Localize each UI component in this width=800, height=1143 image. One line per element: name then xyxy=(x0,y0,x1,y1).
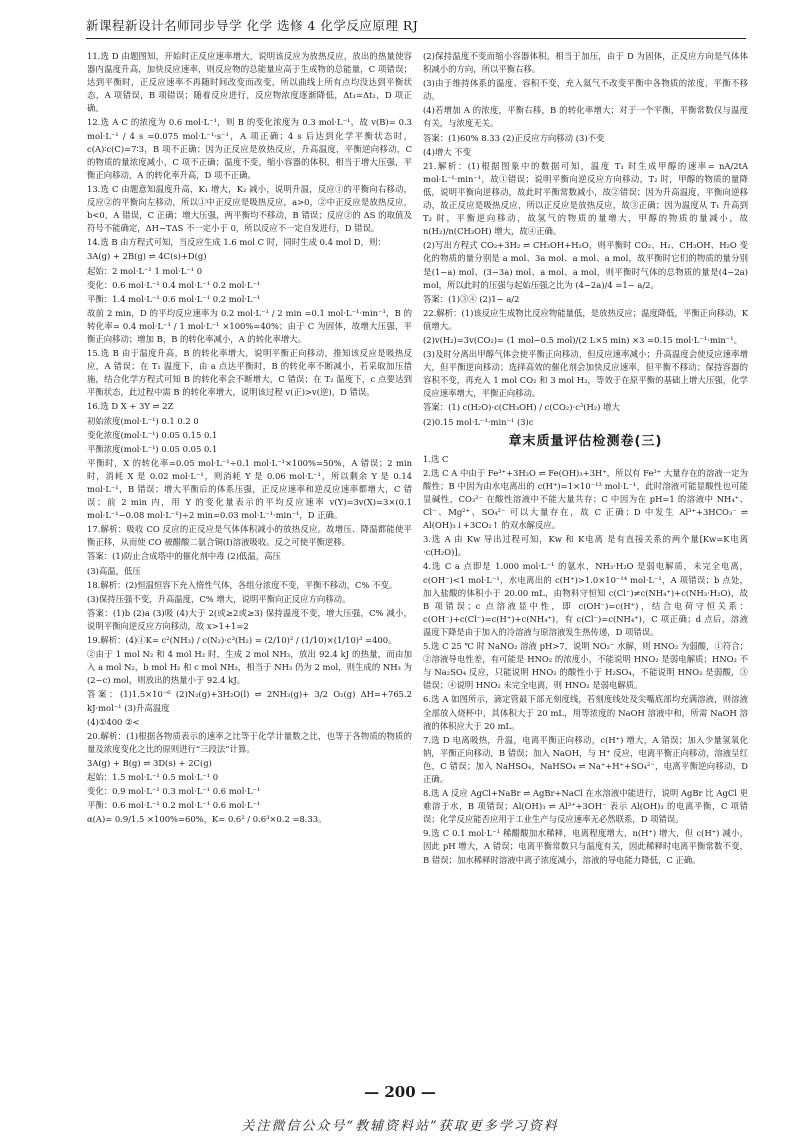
paragraph: 20.解析：(1)根据各物质表示的速率之比等于化学计量数之比，也等于各物质的物质的量及浓度变化之比的原则进行“三段法”计算。 xyxy=(87,730,412,754)
paragraph: ②由于 1 mol N₂ 和 4 mol H₂ 时，生成 2 mol NH₃，放出 92.4 kJ 的热量，而由加入 a mol N₂，b mol H₂ 和 c mol NH₃，相当于 NH₃ 仍为 2 mol，则生成的 NH₃ 为(2−c) mol，则放出的热量小于 92.4 kJ。 xyxy=(87,649,412,686)
equation-line: 3A(g) + B(g) ⇌ 3D(s) + 2C(g) xyxy=(87,757,212,768)
answer-line: (3)高温，低压 xyxy=(87,565,141,576)
equation-line: 3A(g) + 2B(g) ⇌ 4C(s)+D(g) xyxy=(87,251,207,262)
paragraph: 平衡时，X 的转化率=0.05 mol·L⁻¹÷0.1 mol·L⁻¹×100%=50%，A 错误；2 min 时，消耗 X 是 0.02 mol·L⁻¹，则消耗 Y 是 0.06 mol·L⁻¹，所以剩余 Y 是 0.14 mol·L⁻¹，B 错误；增大平衡后的体系压强，正反应速率和逆反应速率都增大，C 错误；前 2 min 内，用 Y 的变化量表示的平均反应速率 v(Y)=3v(X)=3×(0.1 mol·L⁻¹−0.08 mol·L⁻¹)÷2 min=0.03 mol·L⁻¹·min⁻¹，D 正确。 xyxy=(87,457,412,521)
paragraph: (2)写出方程式 CO₂+3H₂ ⇌ CH₃OH+H₂O，则平衡时 CO₂、H₂、CH₃OH、H₂O 变化的物质的量分别是 a mol、3a mol、a mol、a mol，故平衡时它们的物质的量分别是(1−a) mol、(3−3a) mol、a mol、a mol，则平衡时气体的总物质的量是(4−2a) mol，所以此时的压强与起始压强之比为 (4−2a)/4 =1− a/2。 xyxy=(423,240,748,290)
paragraph: 8.选 A 反应 AgCl+NaBr ⇌ AgBr+NaCl 在水溶液中能进行，说明 AgBr 比 AgCl 更难溶于水，B 项错误；Al(OH)₃ ⇌ Al³⁺+3OH⁻ 表示 Al(OH)₃ 的电离平衡，C 项错误；化学反应能否应用于工业生产与反应速率无必然联系，D 项错误。 xyxy=(423,788,748,825)
equation-line: 起始：2 mol·L⁻¹ 1 mol·L⁻¹ 0 xyxy=(87,265,203,276)
answer-line: (4)①400 ②< xyxy=(87,716,140,727)
answer-line: 答案：(1) c(H₂O)·c(CH₃OH) / c(CO₂)·c³(H₂) 增大 xyxy=(423,402,620,413)
paragraph: 2.选 C A 中由于 Fe³⁺+3H₂O ⇌ Fe(OH)₃+3H⁺，所以有 Fe³⁺ 大量存在的溶液一定为酸性；B 中因为由水电离出的 c(H⁺)=1×10⁻¹³ mol·L⁻¹，此时溶液可能显酸性也可能显碱性，CO₃²⁻ 在酸性溶液中不能大量共存；C 中因为在 pH=1 的溶液中 NH₄⁺、Cl⁻、Mg²⁺、SO₄²⁻ 可以大量存在，故 C 正确；D 中发生 Al³⁺+3HCO₃⁻ ⇌ Al(OH)₃↓+3CO₂↑ 的双水解反应。 xyxy=(423,467,748,531)
answer-line: 答案：(1)b (2)a (3)吸 (4)大于 2(或≥2或≥3) 保持温度不变，增大压强，C% 减小，说明平衡向逆反应方向移动，故 x>1+1=2 xyxy=(87,607,412,631)
equation-line: 平衡：1.4 mol·L⁻¹ 0.6 mol·L⁻¹ 0.2 mol·L⁻¹ xyxy=(87,293,261,304)
equation-line: 变化：0.6 mol·L⁻¹ 0.4 mol·L⁻¹ 0.2 mol·L⁻¹ xyxy=(87,279,261,290)
answer-line: 答案：(1)③④ (2)1− a/2 xyxy=(423,293,520,304)
running-header: 新课程新设计名师同步导学 化学 选修 4 化学反应原理 RJ xyxy=(86,16,746,39)
paragraph: 19.解析：(4)①K= c²(NH₃) / c(N₂)·c³(H₂) = (2/10)² / (1/10)×(1/10)³ =400。 xyxy=(87,635,397,646)
paragraph: 22.解析：(1)该反应生成物比反应物能量低，是放热反应；温度降低，平衡正向移动，K 值增大。 xyxy=(423,307,748,331)
paragraph: 4.选 C a 点即是 1.000 mol·L⁻¹ 的氨水，NH₃·H₂O 是弱电解质，未完全电离，c(OH⁻)<1 mol·L⁻¹，水电离出的 c(H⁺)>1.0×10⁻¹⁴ mol·L⁻¹，A 项错误；b 点处，加入盐酸的体积小于 20.00 mL，由物料守恒知 c(Cl⁻)≠c(NH₄⁺)+c(NH₃·H₂O)，故 B 项错误；c 点溶液显中性，即 c(OH⁻)=c(H⁺)，结合电荷守恒关系：c(OH⁻)+c(Cl⁻)=c(H⁺)+c(NH₄⁺)，有 c(Cl⁻)=c(NH₄⁺)，C 项正确；d 点后，溶液温度下降是由于加入的冷溶液与原溶液发生热传递，D 项错误。 xyxy=(423,561,748,637)
equation-line: 变化浓度(mol·L⁻¹) 0.05 0.15 0.1 xyxy=(87,429,218,440)
equation-line: α(A)= 0.9/1.5 ×100%=60%，K= 0.6² / 0.6³×0.2 =8.33。 xyxy=(87,814,327,825)
paragraph: (4)若增加 A 的浓度，平衡右移，B 的转化率增大；对于一个平衡，平衡常数仅与温度有关，与浓度无关。 xyxy=(423,105,748,129)
equation-line: 平衡浓度(mol·L⁻¹) 0.05 0.05 0.1 xyxy=(87,443,218,454)
page-number: — 200 — xyxy=(364,1083,436,1101)
paragraph: (2)保持温度不变而缩小容器体积，相当于加压，由于 D 为固体，正反应方向是气体体积减小的方向，所以平衡右移。 xyxy=(423,51,748,75)
paragraph: 18.解析：(2)恒温恒容下充入惰性气体，各组分浓度不变，平衡不移动，C% 不变。 xyxy=(87,579,398,590)
answer-line: 答案：(1)1.5×10⁻⁶ (2)N₂(g)+3H₂O(l) ⇌ 2NH₃(g)+ 3/2 O₂(g) ΔH=+765.2 kJ·mol⁻¹ (3)升高温度 xyxy=(87,689,412,713)
paragraph: 5.选 C 25 ℃ 时 NaNO₂ 溶液 pH>7，说明 NO₂⁻ 水解，则 HNO₂ 为弱酸，①符合；②溶液导电性差，有可能是 HNO₂ 的浓度小，不能说明 HNO₂ 是弱电解质；HNO₂ 不与 Na₂SO₄ 反应，只能说明 HNO₂ 的酸性小于 H₂SO₄，不能说明 HNO₂ 是弱酸，③错误；④说明 HNO₂ 未完全电离，则 HNO₂ 是弱电解质。 xyxy=(423,641,748,691)
paragraph: 14.选 B 由方程式可知，当反应生成 1.6 mol C 时，同时生成 0.4 mol D，则： xyxy=(87,237,386,248)
right-column xyxy=(423,50,748,868)
paragraph: 9.选 C 0.1 mol·L⁻¹ 稀醋酸加水稀释，电离程度增大，n(H⁺) 增大，但 c(H⁺) 减小，因此 pH 增大，A 错误；电离平衡常数只与温度有关，因此稀释时电离平衡常数不变，B 错误；加水稀释时溶液中离子浓度减小，溶液的导电能力降低，C 正确。 xyxy=(423,828,748,865)
paragraph: 12.选 A C 的浓度为 0.6 mol·L⁻¹，则 B 的变化浓度为 0.3 mol·L⁻¹，故 v(B)= 0.3 mol·L⁻¹ / 4 s =0.075 mol·L⁻¹·s⁻¹，A 项正确；4 s 后达到化学平衡状态时，c(A)∶c(C)=7∶3，B 项不正确；因为正反应是放热反应，升高温度，平衡逆向移动，C 的物质的量浓度减小，C 项不正确；温度不变，缩小容器的体积，相当于增大压强，平衡正向移动，A 的转化率升高，D 项不正确。 xyxy=(87,117,412,180)
equation-line: 起始：1.5 mol·L⁻¹ 0.5 mol·L⁻¹ 0 xyxy=(87,771,219,782)
paragraph: 13.选 C 由题意知温度升高，K₁ 增大，K₂ 减小，说明升温，反应①的平衡向右移动，反应②的平衡向左移动，所以①中正反应是吸热反应，a>0，②中正反应是放热反应，b<0，A 错误，C 正确；增大压强，两平衡均不移动，B 错误；反应②的 ΔS 的取值及符号不能确定，ΔH−TΔS 不一定小于 0，所以反应不一定自发进行，D 错误。 xyxy=(87,183,412,234)
paragraph: 6.选 A 如图所示，滴定管最下部无刻度线，若刻度线处及尖嘴底部均充满溶液，则溶液全部放入烧杯中，其体积大于 20 mL，用等浓度的 NaOH 溶液中和，所需 NaOH 溶液的体积应大于 20 mL。 xyxy=(423,694,748,731)
equation-line: 16.选 D X + 3Y ⇌ 2Z xyxy=(87,401,174,412)
left-column xyxy=(87,50,412,827)
equation-line: 初始浓度(mol·L⁻¹) 0.1 0.2 0 xyxy=(87,415,199,426)
paragraph: 3.选 A 由 Kw 导出过程可知，Kw 和 K电离 是有直接关系的两个量[Kw=K电离·c(H₂O)]。 xyxy=(423,534,748,558)
paragraph: 7.选 D 电离吸热，升温，电离平衡正向移动，c(H⁺) 增大，A 错误；加入少量氢氧化钠，平衡正向移动，B 错误；加入 NaOH，与 H⁺ 反应，电离平衡正向移动，溶液呈红色，C 错误；加入 NaHSO₄，NaHSO₄ ⇌ Na⁺+H⁺+SO₄²⁻，电离平衡逆向移动，D 正确。 xyxy=(423,734,748,784)
paragraph: (3)由于维持体系的温度、容积不变，充入氦气不改变平衡中各物质的浓度，平衡不移动。 xyxy=(423,78,748,102)
answer-line: 答案：(1)60% 8.33 (2)正反应方向移动 (3)不变 xyxy=(423,132,605,143)
equation-line: 平衡：0.6 mol·L⁻¹ 0.2 mol·L⁻¹ 0.6 mol·L⁻¹ xyxy=(87,800,261,811)
answer-line: (4)增大 不变 xyxy=(423,146,472,157)
paragraph: 故前 2 min，D 的平均反应速率为 0.2 mol·L⁻¹ / 2 min =0.1 mol·L⁻¹·min⁻¹，B 的转化率= 0.4 mol·L⁻¹ / 1 mol·L⁻¹ ×100%=40%；由于 C 为固体，故增大压强，平衡正向移动；增加 B，B 的转化率减小，A 的转化率增大。 xyxy=(87,307,412,344)
paragraph: (3)保持压强不变，升高温度，C% 增大，说明平衡向正反应方向移动。 xyxy=(87,593,351,604)
paragraph: (2)v(H₂)=3v(CO₂)= (1 mol−0.5 mol)/(2 L×5 min) ×3 =0.15 mol·L⁻¹·min⁻¹。 xyxy=(423,334,742,345)
paragraph: (3)及时分离出甲醇气体会使平衡正向移动，但反应速率减小；升高温度会使反应速率增大，但平衡逆向移动；选择高效的催化剂会加快反应速率，但平衡不移动；保持容器的容积不变，再充入 1 mol CO₂ 和 3 mol H₂，等效于在原平衡的基础上增大压强，化学反应速率增大，平衡正向移动。 xyxy=(423,349,748,399)
paragraph: 15.选 B 由于温度升高，B 的转化率增大，说明平衡正向移动，推知该反应是吸热反应，A 错误；在 T₁ 温度下，由 a 点达平衡时，B 的转化率不断减小，若采取加压措施，结合化学方程式可知 B 的转化率会不断增大，C 错误；在 T₂ 温度下，c 点要达到平衡状态，此过程中需 B 的转化率增大，说明该过程 v(正)>v(逆)，D 错误。 xyxy=(87,348,412,398)
answer-line: 答案：(1)防止合成塔中的催化剂中毒 (2)低温，高压 xyxy=(87,551,281,562)
answer-line: (2)0.15 mol·L⁻¹·min⁻¹ (3)c xyxy=(423,416,534,427)
footer-note: 关注微信公众号“教辅资料站”获取更多学习资料 xyxy=(241,1119,559,1134)
equation-line: 变化：0.9 mol·L⁻¹ 0.3 mol·L⁻¹ 0.6 mol·L⁻¹ xyxy=(87,786,261,797)
paragraph: 1.选 C xyxy=(423,453,449,464)
section-title: 章末质量评估检测卷(三) xyxy=(508,433,663,449)
paragraph: 21.解析：(1)根据图象中的数据可知，温度 T₁ 时生成甲醇的速率= nA/2tA mol·L⁻¹·min⁻¹，故①错误；说明平衡向逆反应方向移动，T₂ 时，甲醇的物质的量降低，说明平衡向逆移动，故此时平衡常数减小，故②错误；因为升高温度，平衡向逆移动，故正反应是吸热反应，所以正反应是放热反应，故③正确；因为温度从 T₁ 升高到 T₂ 时，平衡逆向移动，故氢气的物质的量增大，甲醇的物质的量减小，故 n(H₂)/n(CH₃OH) 增大，故④正确。 xyxy=(423,160,748,237)
paragraph: 17.解析：吸收 CO 反应的正反应是气体体积减小的放热反应。故增压、降温都能使平衡正移，从而使 CO 被醋酸二氨合铜(Ⅰ)溶液吸收。反之可使平衡逆移。 xyxy=(87,524,412,548)
paragraph: 11.选 D 由题图知，开始时正反应速率增大，说明该反应为放热反应，放出的热量使容器内温度升高，加快反应速率，则反应物的总能量应高于生成物的总能量，C 项错误；达到平衡时，正反应速率不再随时间改变而改变，所以曲线上所有点均没达到平衡状态，A 项错误，B 项错误；随着反应进行，反应物浓度逐渐降低，Δt₁=Δt₂，D 项正确。 xyxy=(87,51,412,114)
